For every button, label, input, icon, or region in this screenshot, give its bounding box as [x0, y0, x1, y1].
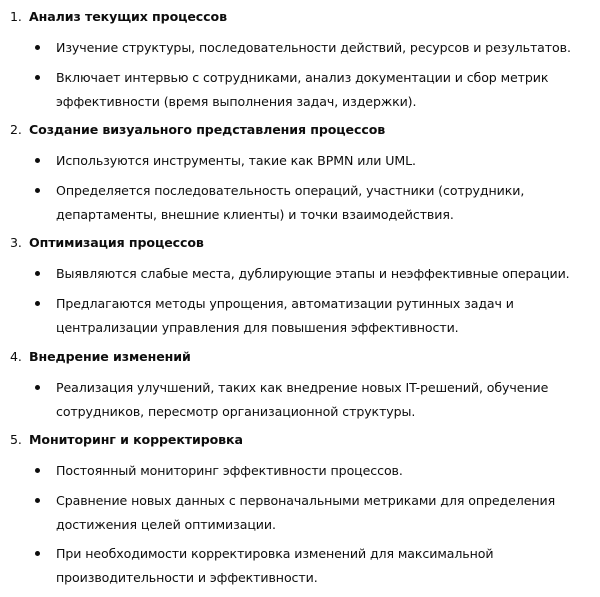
bullet-icon — [35, 468, 40, 473]
section-heading — [10, 233, 204, 253]
bullet-icon — [35, 301, 40, 306]
section-number: 1. — [10, 9, 22, 24]
section-heading — [10, 347, 191, 367]
section-number: 4. — [10, 349, 22, 364]
bullet-icon — [35, 188, 40, 193]
section-heading — [10, 7, 227, 27]
bullet-icon — [35, 271, 40, 276]
section-heading — [10, 430, 243, 450]
list-item-text: Предлагаются методы упрощения, автоматизации рутинных задач и централизации управления для повышения эффективности. — [56, 296, 514, 335]
list-item-text: Выявляются слабые места, дублирующие этапы и неэффективные операции. — [56, 266, 570, 281]
list-item-text: Постоянный мониторинг эффективности процессов. — [56, 463, 403, 478]
section-number: 5. — [10, 432, 22, 447]
list-item-text: Сравнение новых данных с первоначальными метриками для определения достижения целей оптимизации. — [56, 493, 556, 532]
list-item-text: Изучение структуры, последовательности действий, ресурсов и результатов. — [56, 40, 571, 55]
section-heading — [10, 120, 385, 140]
list-item-text: Включает интервью с сотрудниками, анализ документации и сбор метрик эффективности (время выполнения задач, издержки). — [56, 70, 549, 109]
section-title: Анализ текущих процессов — [29, 9, 227, 24]
list-item-text: При необходимости корректировка изменений для максимальной производительности и эффективности. — [56, 546, 494, 585]
section-title: Оптимизация процессов — [29, 235, 204, 250]
list-item-text: Определяется последовательность операций, участники (сотрудники, департаменты, внешние клиенты) и точки взаимодействия. — [56, 183, 525, 222]
section-number: 2. — [10, 122, 22, 137]
bullet-icon — [35, 551, 40, 556]
bullet-icon — [35, 498, 40, 503]
section-title: Внедрение изменений — [29, 349, 191, 364]
bullet-icon — [35, 75, 40, 80]
list-item-text: Реализация улучшений, таких как внедрение новых IT-решений, обучение сотрудников, пересмотр организационной структуры. — [56, 380, 549, 419]
bullet-icon — [35, 45, 40, 50]
section-number: 3. — [10, 235, 22, 250]
list-item-text: Используются инструменты, такие как BPMN или UML. — [56, 153, 416, 168]
bullet-icon — [35, 385, 40, 390]
section-title: Мониторинг и корректировка — [29, 432, 243, 447]
bullet-icon — [35, 158, 40, 163]
section-title: Создание визуального представления процессов — [29, 122, 386, 137]
